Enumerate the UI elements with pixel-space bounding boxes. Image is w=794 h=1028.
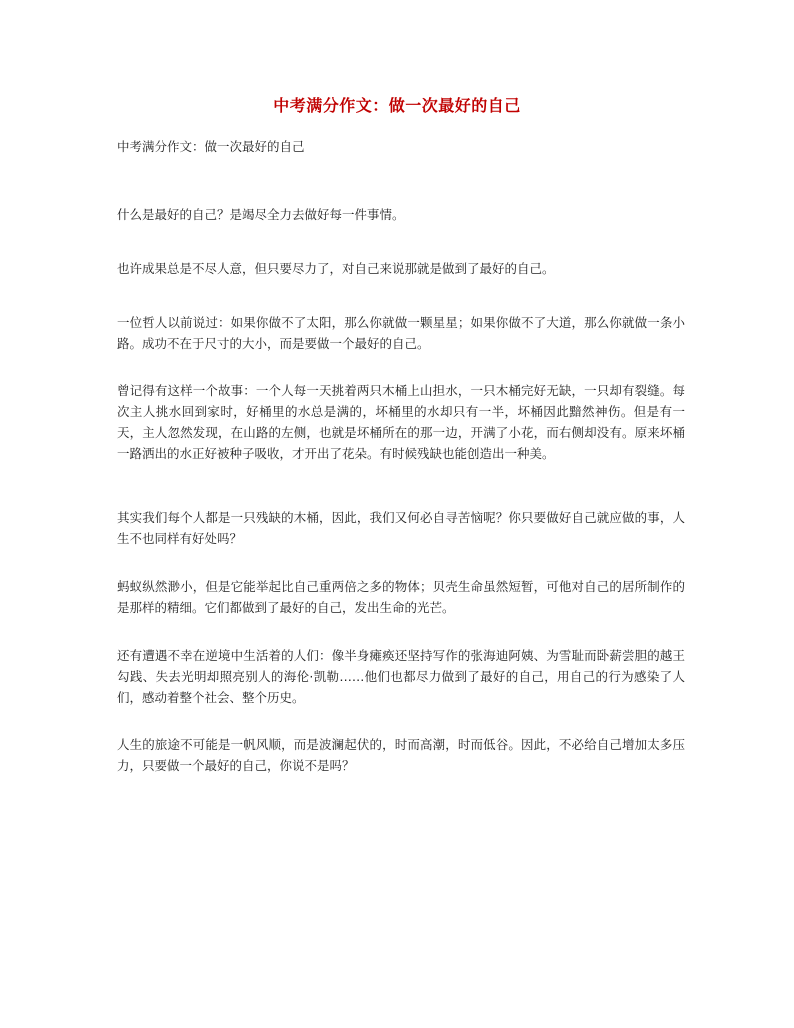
document-subtitle: 中考满分作文：做一次最好的自己: [117, 139, 305, 154]
paragraph: 一位哲人以前说过：如果你做不了太阳，那么你就做一颗星星；如果你做不了大道，那么你就做一条小路。成功不在于尺寸的大小，而是要做一个最好的自己。: [117, 315, 685, 351]
paragraph: 曾记得有这样一个故事：一个人每一天挑着两只木桶上山担水，一只木桶完好无缺，一只却有裂缝。每次主人挑水回到家时，好桶里的水总是满的，坏桶里的水却只有一半，坏桶因此黯然神伤。但是有一天，主人忽然发现，在山路的左侧，也就是坏桶所在的那一边，开满了小花，而右侧却没有。原来坏桶一路洒出的水正好被种子吸收，才开出了花朵。有时候残缺也能创造出一种美。: [117, 383, 685, 461]
paragraph: 什么是最好的自己？是竭尽全力去做好每一件事情。: [117, 207, 405, 222]
paragraph: 还有遭遇不幸在逆境中生活着的人们：像半身瘫痪还坚持写作的张海迪阿姨、为雪耻而卧薪尝胆的越王勾践、失去光明却照亮别人的海伦·凯勒……他们也都尽力做到了最好的自己，用自己的行为感染了人们，感动着整个社会、整个历史。: [117, 648, 685, 705]
paragraph: 人生的旅途不可能是一帆风顺，而是波澜起伏的，时而高潮，时而低谷。因此，不必给自己增加太多压力，只要做一个最好的自己，你说不是吗？: [117, 737, 685, 773]
paragraph: 蚂蚁纵然渺小，但是它能举起比自己重两倍之多的物体；贝壳生命虽然短暂，可他对自己的居所制作的是那样的精细。它们都做到了最好的自己，发出生命的光芒。: [117, 579, 685, 615]
paragraph: 也许成果总是不尽人意，但只要尽力了，对自己来说那就是做到了最好的自己。: [117, 261, 555, 276]
document-title: 中考满分作文：做一次最好的自己: [273, 96, 521, 115]
paragraph: 其实我们每个人都是一只残缺的木桶，因此，我们又何必自寻苦恼呢？你只要做好自己就应做的事，人生不也同样有好处吗？: [117, 510, 685, 546]
